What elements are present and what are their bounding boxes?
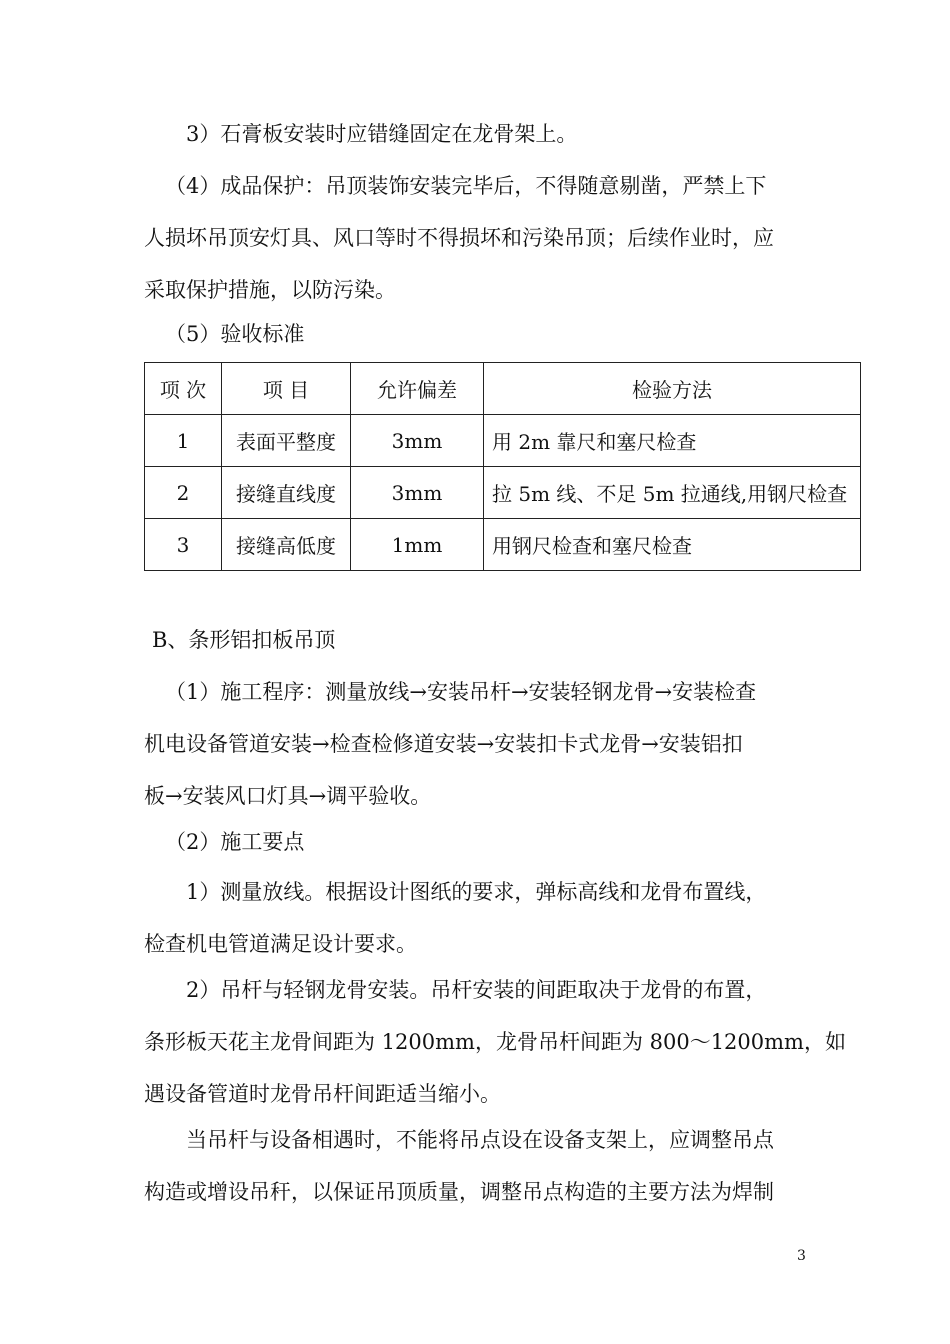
paragraph-hanger-install bbox=[144, 964, 846, 1120]
table-cell: 用 2m 靠尺和塞尺检查 bbox=[484, 415, 861, 467]
text-line: 检查机电管道满足设计要求。 bbox=[144, 932, 417, 956]
table-header: 检验方法 bbox=[484, 363, 861, 415]
table-cell: 拉 5m 线、不足 5m 拉通线,用钢尺检查 bbox=[484, 467, 861, 519]
text-line: 1）测量放线。根据设计图纸的要求，弹标高线和龙骨布置线， bbox=[186, 880, 767, 904]
paragraph-key-points bbox=[144, 816, 824, 868]
text-line: B、条形铝扣板吊顶 bbox=[152, 628, 336, 652]
table-cell: 用钢尺检查和塞尺检查 bbox=[484, 519, 861, 571]
table-row bbox=[145, 519, 861, 571]
table-header: 允许偏差 bbox=[351, 363, 484, 415]
table-cell: 接缝直线度 bbox=[222, 467, 351, 519]
text-line: 当吊杆与设备相遇时，不能将吊点设在设备支架上，应调整吊点 bbox=[186, 1128, 774, 1152]
table-cell: 2 bbox=[145, 467, 222, 519]
table-header-row bbox=[145, 363, 861, 415]
table-cell: 接缝高低度 bbox=[222, 519, 351, 571]
text-line: 人损坏吊顶安灯具、风口等时不得损坏和污染吊顶；后续作业时，应 bbox=[144, 226, 774, 250]
table-cell: 3mm bbox=[351, 467, 484, 519]
text-line: 遇设备管道时龙骨吊杆间距适当缩小。 bbox=[144, 1082, 501, 1106]
table-row bbox=[145, 415, 861, 467]
text-line: 3）石膏板安装时应错缝固定在龙骨架上。 bbox=[186, 122, 578, 146]
table-header: 项 目 bbox=[222, 363, 351, 415]
table-cell: 1 bbox=[145, 415, 222, 467]
section-heading bbox=[144, 614, 824, 666]
text-line: 构造或增设吊秆，以保证吊顶质量，调整吊点构造的主要方法为焊制 bbox=[144, 1180, 774, 1204]
paragraph-equipment-conflict bbox=[144, 1114, 824, 1218]
paragraph-1 bbox=[144, 108, 824, 160]
text-line: 采取保护措施，以防污染。 bbox=[144, 278, 396, 302]
text-line: 条形板天花主龙骨间距为 1200mm，龙骨吊杆间距为 800～1200mm，如 bbox=[144, 1030, 846, 1054]
paragraph-procedure bbox=[144, 666, 824, 822]
acceptance-table bbox=[144, 362, 861, 571]
page-number: 3 bbox=[797, 1248, 806, 1264]
table-cell: 3 bbox=[145, 519, 222, 571]
paragraph-3 bbox=[144, 308, 824, 360]
table-cell: 1mm bbox=[351, 519, 484, 571]
text-line: 2）吊杆与轻钢龙骨安装。吊杆安装的间距取决于龙骨的布置， bbox=[186, 978, 767, 1002]
table-cell: 表面平整度 bbox=[222, 415, 351, 467]
table-header: 项 次 bbox=[145, 363, 222, 415]
text-line: （2）施工要点 bbox=[165, 830, 305, 854]
text-line: 机电设备管道安装→检查检修道安装→安装扣卡式龙骨→安装铝扣 bbox=[144, 732, 743, 756]
text-line: 板→安装风口灯具→调平验收。 bbox=[144, 784, 432, 808]
table-row bbox=[145, 467, 861, 519]
table-cell: 3mm bbox=[351, 415, 484, 467]
paragraph-survey bbox=[144, 866, 824, 970]
text-line: （4）成品保护：吊顶装饰安装完毕后，不得随意剔凿，严禁上下 bbox=[165, 174, 767, 198]
text-line: （5）验收标准 bbox=[165, 322, 305, 346]
text-line: （1）施工程序：测量放线→安装吊杆→安装轻钢龙骨→安装检查 bbox=[165, 680, 757, 704]
paragraph-2 bbox=[144, 160, 824, 316]
